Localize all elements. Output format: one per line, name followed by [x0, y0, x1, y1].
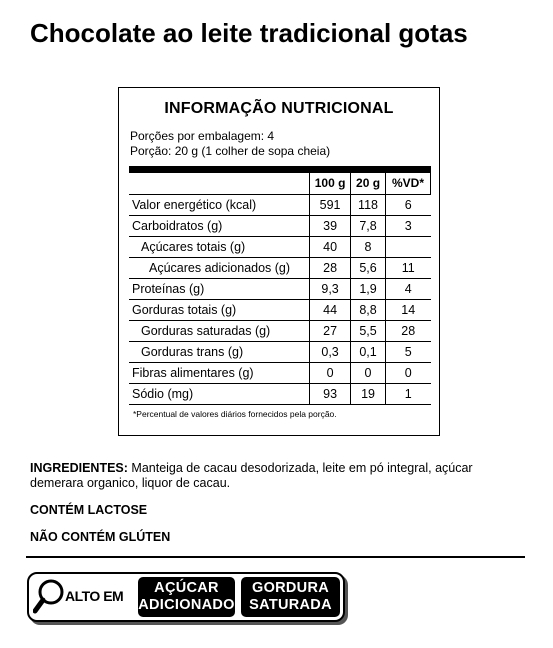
- serving-info: [130, 129, 330, 159]
- value-100g: 0: [310, 362, 351, 383]
- value-20g: 8: [351, 236, 386, 257]
- nutrient-label: Valor energético (kcal): [129, 194, 310, 215]
- ingredients-label: INGREDIENTES:: [30, 461, 128, 475]
- table-row: [129, 299, 431, 320]
- table-row: [129, 257, 431, 278]
- nutrition-facts-panel: [118, 87, 440, 436]
- saturated-fat-line2: SATURADA: [249, 597, 332, 613]
- table-row: [129, 215, 431, 236]
- column-header: 100 g: [310, 173, 351, 194]
- value-20g: 5,5: [351, 320, 386, 341]
- nutrient-label: Gorduras totais (g): [129, 299, 310, 320]
- table-row: [129, 341, 431, 362]
- value-vd: 3: [386, 215, 431, 236]
- table-row: [129, 383, 431, 404]
- value-100g: 9,3: [310, 278, 351, 299]
- table-row: [129, 320, 431, 341]
- value-vd: 6: [386, 194, 431, 215]
- value-100g: 44: [310, 299, 351, 320]
- value-100g: 40: [310, 236, 351, 257]
- value-20g: 5,6: [351, 257, 386, 278]
- thick-divider: [129, 166, 431, 173]
- added-sugar-line1: AÇÚCAR: [154, 580, 219, 596]
- column-header: %VD*: [386, 173, 431, 194]
- value-100g: 93: [310, 383, 351, 404]
- nutrient-label: Proteínas (g): [129, 278, 310, 299]
- value-vd: 4: [386, 278, 431, 299]
- added-sugar-box: [138, 577, 235, 617]
- nutrient-label: Gorduras saturadas (g): [129, 320, 310, 341]
- value-100g: 591: [310, 194, 351, 215]
- table-row: [129, 236, 431, 257]
- nutrient-label: Açúcares totais (g): [129, 236, 310, 257]
- value-100g: 39: [310, 215, 351, 236]
- nutrient-label: Fibras alimentares (g): [129, 362, 310, 383]
- table-row: [129, 278, 431, 299]
- saturated-fat-box: [241, 577, 340, 617]
- value-20g: 7,8: [351, 215, 386, 236]
- serving-size: Porção: 20 g (1 colher de sopa cheia): [130, 144, 331, 158]
- value-20g: 1,9: [351, 278, 386, 299]
- table-row: [129, 194, 431, 215]
- ingredients-section: [30, 461, 520, 491]
- value-vd: 14: [386, 299, 431, 320]
- nutrient-label: Carboidratos (g): [129, 215, 310, 236]
- value-vd: 28: [386, 320, 431, 341]
- value-20g: 8,8: [351, 299, 386, 320]
- added-sugar-line2: ADICIONADO: [138, 597, 235, 613]
- ingredients-text: Manteiga de cacau desodorizada, leite em pó integral, açúcar demerara organico, liquor de cacau.: [30, 461, 473, 490]
- value-vd: 0: [386, 362, 431, 383]
- nutrient-label: Sódio (mg): [129, 383, 310, 404]
- high-in-label: ALTO EM: [65, 588, 124, 604]
- table-header-row: [129, 173, 431, 194]
- value-vd: 1: [386, 383, 431, 404]
- header-blank: [129, 173, 310, 194]
- daily-value-footnote: *Percentual de valores diários fornecidos pela porção.: [133, 409, 337, 419]
- value-100g: 0,3: [310, 341, 351, 362]
- value-100g: 27: [310, 320, 351, 341]
- value-vd: 5: [386, 341, 431, 362]
- table-row: [129, 362, 431, 383]
- value-vd: [386, 236, 431, 257]
- gluten-statement: NÃO CONTÉM GLÚTEN: [30, 530, 171, 544]
- nutrition-table: [129, 173, 431, 405]
- value-100g: 28: [310, 257, 351, 278]
- value-20g: 0,1: [351, 341, 386, 362]
- value-vd: 11: [386, 257, 431, 278]
- product-title: Chocolate ao leite tradicional gotas: [30, 18, 468, 48]
- value-20g: 0: [351, 362, 386, 383]
- saturated-fat-line1: GORDURA: [251, 580, 329, 596]
- nutrition-heading: INFORMAÇÃO NUTRICIONAL: [164, 100, 394, 117]
- column-header: 20 g: [351, 173, 386, 194]
- value-20g: 118: [351, 194, 386, 215]
- magnifier-icon: [33, 578, 65, 616]
- nutrient-label: Açúcares adicionados (g): [129, 257, 310, 278]
- lactose-warning: CONTÉM LACTOSE: [30, 503, 148, 517]
- front-warning-label: [27, 572, 345, 622]
- section-divider: [26, 556, 525, 558]
- servings-per-pack: Porções por embalagem: 4: [130, 129, 275, 143]
- value-20g: 19: [351, 383, 386, 404]
- nutrient-label: Gorduras trans (g): [129, 341, 310, 362]
